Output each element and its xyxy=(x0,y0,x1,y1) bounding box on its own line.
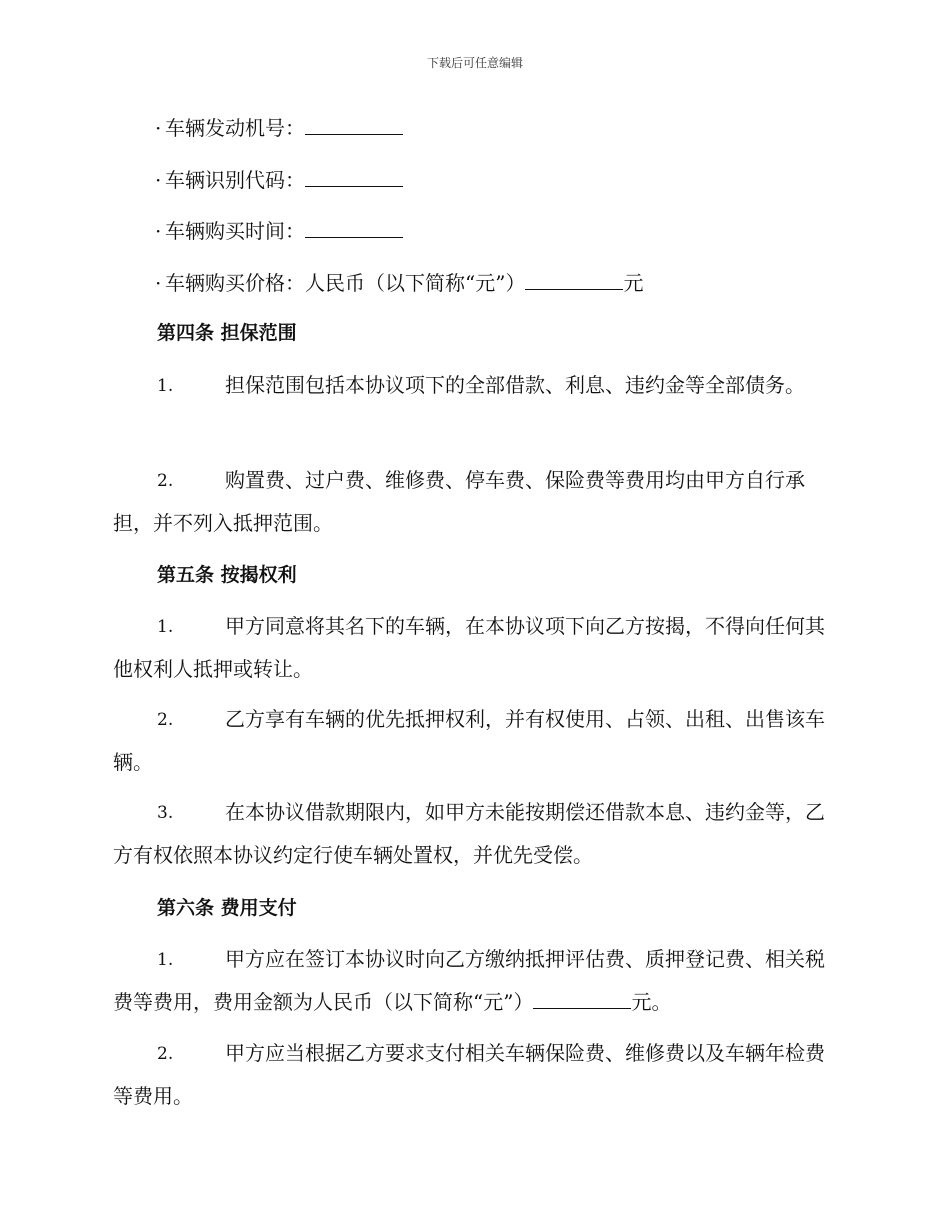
field-label: 车辆购买价格：人民币（以下简称“元”） xyxy=(165,271,526,295)
article-5-item-3 xyxy=(113,791,833,877)
item-number: 1. xyxy=(157,617,174,637)
item-text: 担保范围包括本协议项下的全部借款、利息、违约金等全部债务。 xyxy=(225,373,805,397)
item-text: 甲方应在签订本协议时向乙方缴纳抵押评估费、质押登记费、相关税费等费用，费用金额为人民币（以下简称“元”） xyxy=(113,947,825,1014)
field-engine-number xyxy=(155,112,403,143)
blank-line xyxy=(305,215,403,238)
item-number: 3. xyxy=(157,803,174,823)
field-suffix: 元 xyxy=(623,271,644,295)
blank-line xyxy=(525,267,623,290)
item-text-suffix: 元。 xyxy=(631,990,672,1014)
item-text: 购置费、过户费、维修费、停车费、保险费等费用均由甲方自行承担，并不列入抵押范围。 xyxy=(113,468,805,535)
bullet: · xyxy=(155,116,162,140)
field-vin xyxy=(155,164,403,195)
article-6-item-1 xyxy=(113,938,833,1024)
item-number: 2. xyxy=(157,710,174,730)
field-purchase-date xyxy=(155,215,403,246)
page-header: 下载后可任意编辑 xyxy=(426,56,523,70)
blank-line xyxy=(533,986,631,1009)
item-text: 甲方应当根据乙方要求支付相关车辆保险费、维修费以及车辆年检费等费用。 xyxy=(113,1041,825,1108)
article-6-item-2 xyxy=(113,1032,833,1118)
item-number: 2. xyxy=(157,1044,174,1064)
field-label: 车辆发动机号： xyxy=(165,116,305,140)
article-4-title: 第四条 担保范围 xyxy=(157,322,297,344)
article-6-title: 第六条 费用支付 xyxy=(157,897,297,919)
blank-line xyxy=(305,164,403,187)
article-4-item-1 xyxy=(113,364,833,407)
item-number: 2. xyxy=(157,471,174,491)
field-purchase-price xyxy=(155,267,643,298)
field-label: 车辆识别代码： xyxy=(165,168,305,192)
article-5-item-1 xyxy=(113,605,833,691)
article-4-item-2 xyxy=(113,459,833,545)
article-5-item-2 xyxy=(113,698,833,784)
blank-line xyxy=(305,112,403,135)
item-text: 乙方享有车辆的优先抵押权利，并有权使用、占领、出租、出售该车辆。 xyxy=(113,707,825,774)
bullet: · xyxy=(155,271,162,295)
bullet: · xyxy=(155,168,162,192)
article-5-title: 第五条 按揭权利 xyxy=(157,564,297,586)
item-text: 在本协议借款期限内，如甲方未能按期偿还借款本息、违约金等，乙方有权依照本协议约定行使车辆处置权，并优先受偿。 xyxy=(113,800,825,867)
item-number: 1. xyxy=(157,376,174,396)
bullet: · xyxy=(155,219,162,243)
item-number: 1. xyxy=(157,950,174,970)
field-label: 车辆购买时间： xyxy=(165,219,305,243)
item-text: 甲方同意将其名下的车辆，在本协议项下向乙方按揭，不得向任何其他权利人抵押或转让。 xyxy=(113,614,825,681)
